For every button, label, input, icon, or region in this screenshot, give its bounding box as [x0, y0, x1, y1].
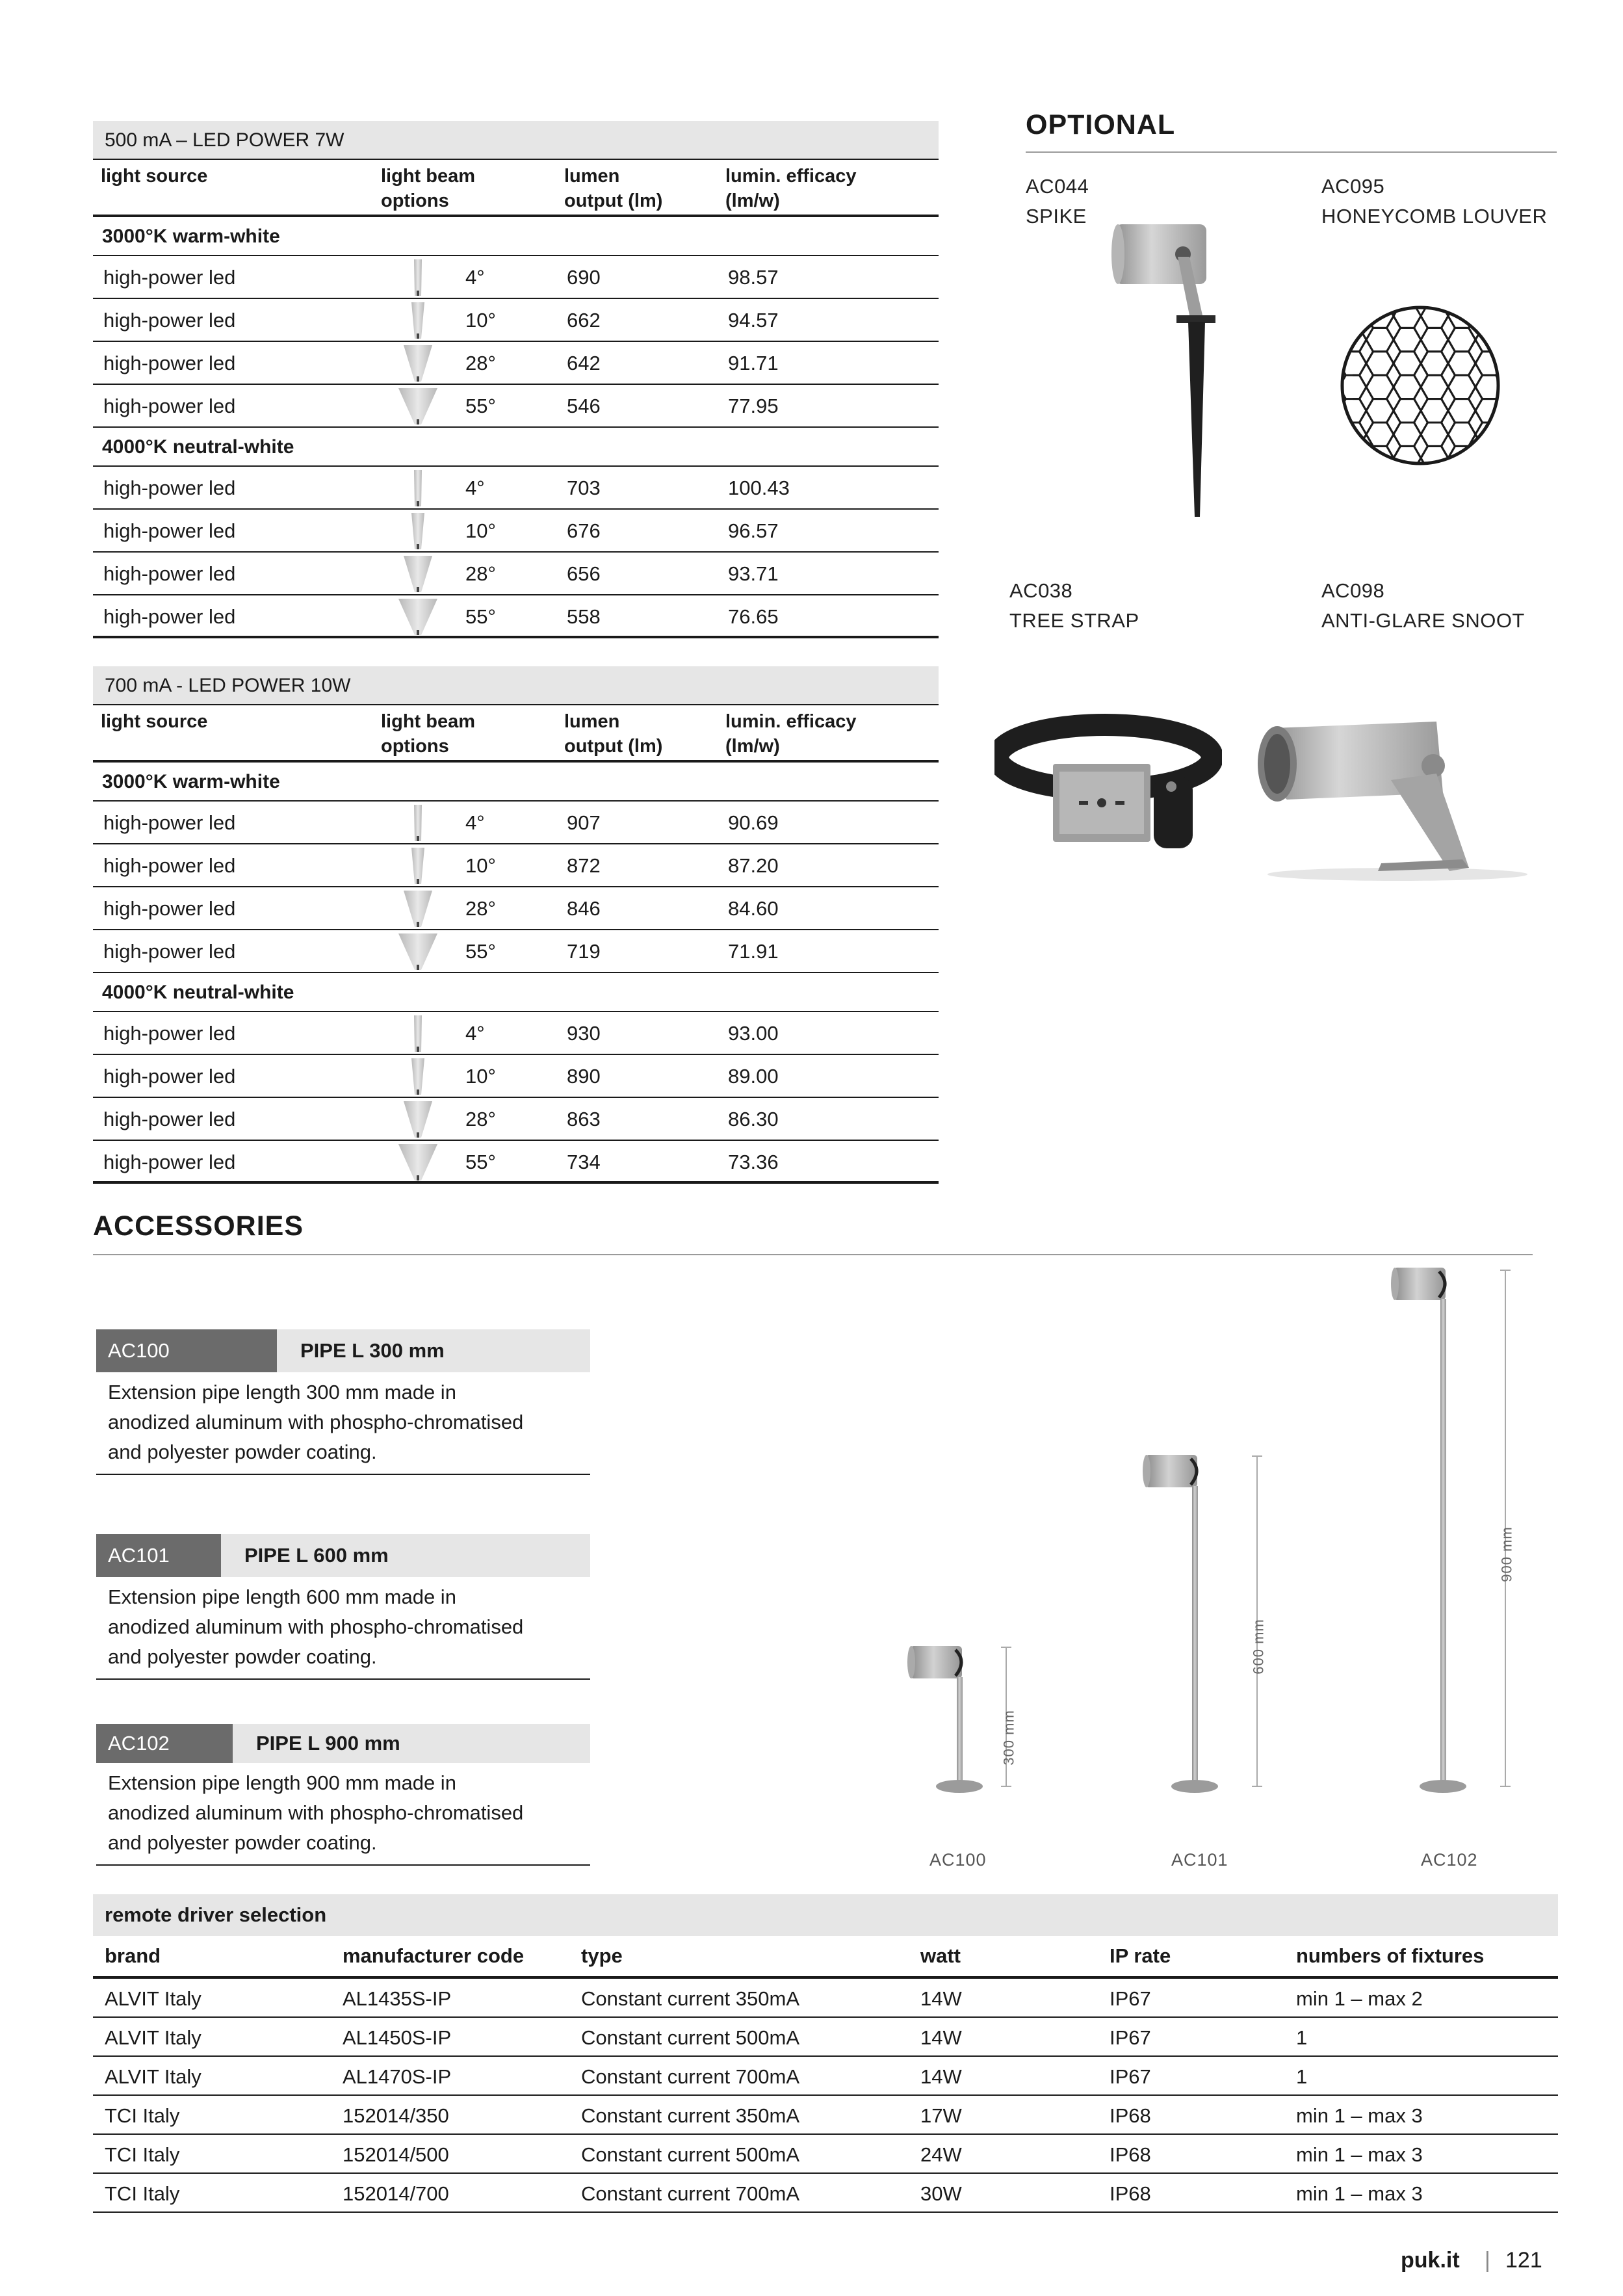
accessory-description: Extension pipe length 900 mm made in anodized aluminum with phospho-chromatised and polyester powder coating. — [96, 1763, 590, 1866]
accessory-code: AC101 — [96, 1534, 221, 1577]
table-row: high-power led 10° 872 87.20 — [93, 844, 939, 887]
honeycomb-louver-image — [1339, 304, 1501, 467]
beam-55-icon — [398, 599, 437, 635]
pipe-ac102-figure — [1391, 1268, 1511, 1793]
beam-28-icon — [398, 345, 437, 382]
beam-55-icon — [398, 933, 437, 970]
beam-10-icon — [398, 302, 437, 339]
remote-driver-table — [93, 1894, 1558, 2213]
table-row: TCI Italy 152014/700 Constant current 700mA 30W IP68 min 1 – max 3 — [93, 2174, 1558, 2213]
group-header: 4000°K neutral-white — [93, 973, 939, 1012]
table-row: high-power led 4° 930 93.00 — [93, 1012, 939, 1055]
optional-title: OPTIONAL — [1026, 109, 1176, 140]
beam-4-icon — [398, 805, 437, 841]
dimension-600mm: 600 mm — [1250, 1619, 1267, 1675]
col-fixtures: numbers of fixtures — [1296, 1944, 1485, 1967]
beam-28-icon — [398, 1101, 437, 1138]
accessory-description: Extension pipe length 600 mm made in anodized aluminum with phospho-chromatised and polyester powder coating. — [96, 1577, 590, 1680]
beam-28-icon — [398, 891, 437, 927]
beam-55-icon — [398, 1144, 437, 1181]
table-row: high-power led 28° 656 93.71 — [93, 553, 939, 595]
group-header: 3000°K warm-white — [93, 217, 939, 256]
table-column-headers — [93, 705, 939, 763]
spec-table-700ma — [93, 666, 939, 1184]
accessories-title: ACCESSORIES — [93, 1210, 304, 1242]
accessory-ac101 — [96, 1534, 590, 1680]
table-row: TCI Italy 152014/350 Constant current 350mA 17W IP68 min 1 – max 3 — [93, 2096, 1558, 2135]
col-manufacturer-code: manufacturer code — [343, 1944, 525, 1967]
optional-item-ac044: AC044 SPIKE — [1026, 175, 1089, 228]
col-light-source: light source — [101, 711, 208, 732]
table-title: 700 mA - LED POWER 10W — [93, 666, 939, 705]
footer-separator: | — [1485, 2248, 1490, 2273]
optional-item-ac038: AC038 TREE STRAP — [1009, 579, 1139, 632]
table-row: ALVIT Italy AL1450S-IP Constant current 500mA 14W IP67 1 — [93, 2018, 1558, 2057]
col-efficacy: lumin. efficacy (lm/w) — [725, 711, 857, 757]
table-row: ALVIT Italy AL1435S-IP Constant current 350mA 14W IP67 min 1 – max 2 — [93, 1979, 1558, 2018]
tree-strap-image — [994, 712, 1222, 868]
optional-item-ac095: AC095 HONEYCOMB LOUVER — [1321, 175, 1548, 228]
caption-ac101: AC101 — [1171, 1850, 1228, 1870]
accessory-code: AC100 — [96, 1329, 277, 1372]
table-row: ALVIT Italy AL1470S-IP Constant current 700mA 14W IP67 1 — [93, 2057, 1558, 2096]
table-row: high-power led 55° 734 73.36 — [93, 1141, 939, 1184]
optional-item-ac098: AC098 ANTI-GLARE SNOOT — [1321, 579, 1525, 632]
group-header: 4000°K neutral-white — [93, 428, 939, 467]
beam-55-icon — [398, 388, 437, 424]
pipe-lengths-illustration — [864, 1261, 1514, 1859]
footer-site: puk.it — [1401, 2248, 1460, 2273]
dimension-300mm: 300 mm — [1000, 1710, 1017, 1766]
accessory-code: AC102 — [96, 1724, 233, 1763]
accessory-ac100 — [96, 1329, 590, 1475]
accessory-name: PIPE L 600 mm — [244, 1544, 389, 1567]
table-row: high-power led 10° 890 89.00 — [93, 1055, 939, 1098]
col-efficacy: lumin. efficacy (lm/w) — [725, 166, 857, 211]
table-row: high-power led 4° 703 100.43 — [93, 467, 939, 510]
table-row: high-power led 4° 690 98.57 — [93, 256, 939, 299]
beam-28-icon — [398, 556, 437, 592]
caption-ac100: AC100 — [929, 1850, 987, 1870]
col-watt: watt — [920, 1944, 961, 1967]
group-header: 3000°K warm-white — [93, 763, 939, 802]
beam-4-icon — [398, 1015, 437, 1052]
table-row: TCI Italy 152014/500 Constant current 500mA 24W IP68 min 1 – max 3 — [93, 2135, 1558, 2174]
accessory-description: Extension pipe length 300 mm made in anodized aluminum with phospho-chromatised and polyester powder coating. — [96, 1372, 590, 1475]
col-type: type — [581, 1944, 623, 1967]
col-beam: light beam options — [381, 711, 476, 757]
col-lumen: lumen output (lm) — [564, 166, 663, 211]
table-row: high-power led 28° 863 86.30 — [93, 1098, 939, 1141]
table-title: 500 mA – LED POWER 7W — [93, 121, 939, 160]
col-light-source: light source — [101, 166, 208, 187]
col-brand: brand — [105, 1944, 161, 1967]
driver-column-headers — [93, 1936, 1558, 1979]
accessory-name: PIPE L 900 mm — [256, 1732, 400, 1755]
col-beam: light beam options — [381, 166, 476, 211]
beam-10-icon — [398, 1058, 437, 1095]
caption-ac102: AC102 — [1421, 1850, 1478, 1870]
accessory-name: PIPE L 300 mm — [300, 1339, 445, 1362]
anti-glare-snoot-image — [1248, 709, 1534, 884]
beam-10-icon — [398, 513, 437, 549]
optional-divider — [1026, 151, 1557, 153]
pipe-ac101-figure — [1143, 1455, 1262, 1793]
beam-4-icon — [398, 259, 437, 296]
table-row: high-power led 55° 546 77.95 — [93, 385, 939, 428]
dimension-900mm: 900 mm — [1498, 1526, 1515, 1582]
footer-page-number: 121 — [1505, 2248, 1542, 2273]
col-ip-rate: IP rate — [1110, 1944, 1171, 1967]
spike-image — [1105, 218, 1235, 530]
table-row: high-power led 10° 662 94.57 — [93, 299, 939, 342]
beam-10-icon — [398, 848, 437, 884]
spec-table-500ma — [93, 121, 939, 638]
table-row: high-power led 10° 676 96.57 — [93, 510, 939, 553]
pipe-ac100-figure — [907, 1646, 1011, 1793]
table-row: high-power led 28° 846 84.60 — [93, 887, 939, 930]
col-lumen: lumen output (lm) — [564, 711, 663, 757]
table-row: high-power led 55° 719 71.91 — [93, 930, 939, 973]
accessory-ac102 — [96, 1724, 590, 1866]
table-row: high-power led 28° 642 91.71 — [93, 342, 939, 385]
table-row: high-power led 4° 907 90.69 — [93, 802, 939, 844]
table-column-headers — [93, 160, 939, 217]
driver-table-title: remote driver selection — [93, 1894, 1558, 1936]
accessories-divider — [93, 1254, 1533, 1255]
beam-4-icon — [398, 470, 437, 506]
table-row: high-power led 55° 558 76.65 — [93, 595, 939, 638]
